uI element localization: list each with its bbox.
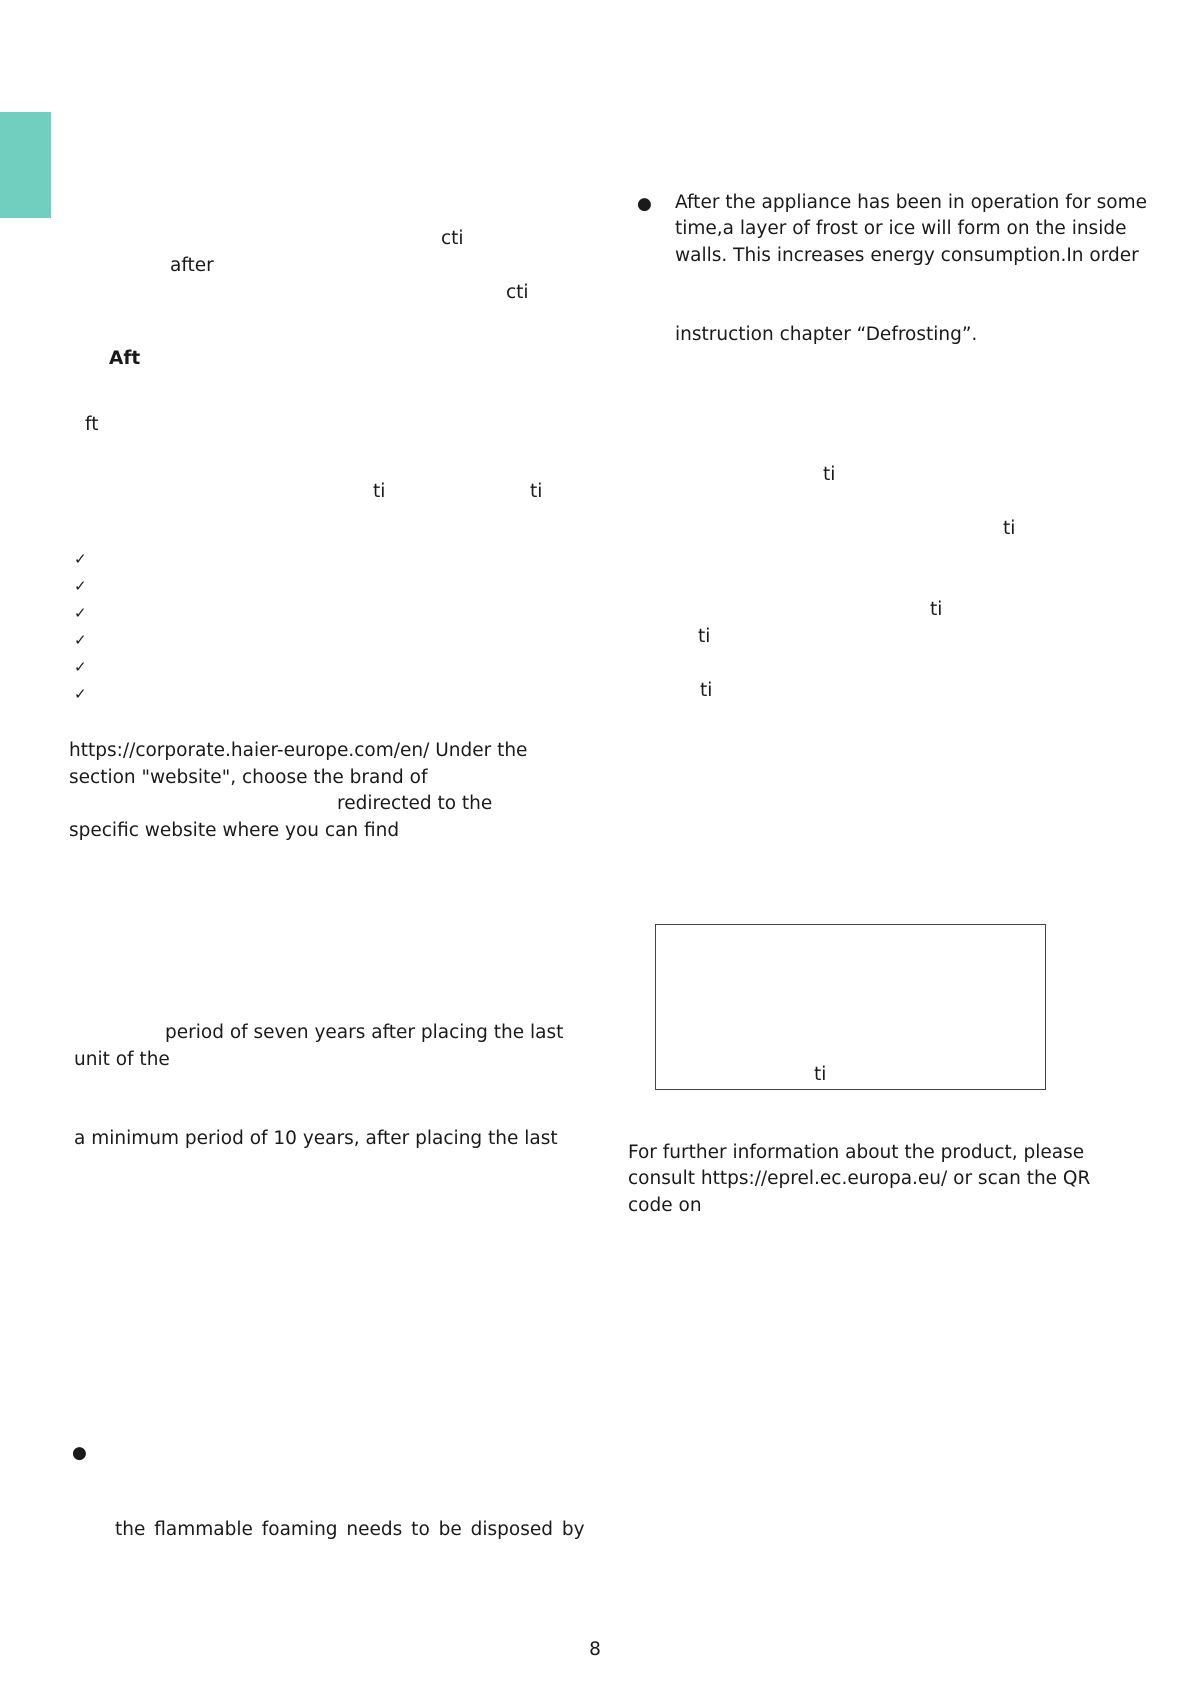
checkmark-icon: ✓ [74,631,87,649]
text-fragment: ti [823,464,836,485]
text-fragment: ti [373,481,386,502]
text-fragment: after [170,255,214,276]
website-paragraph-line: https://corporate.haier-europe.com/en/ Under the [69,740,528,761]
text-fragment: ti [1003,518,1016,539]
bullet-icon: ● [637,194,652,214]
eprel-paragraph-line: consult https://eprel.ec.europa.eu/ or scan the QR [628,1168,1091,1189]
text-fragment: ti [930,599,943,620]
defrost-paragraph-line: time,a layer of frost or ice will form on the inside [675,218,1127,239]
website-paragraph-line: section "website", choose the brand of [69,767,428,788]
checkmark-icon: ✓ [74,685,87,703]
website-paragraph-line: redirected to the [337,793,493,814]
checkmark-icon: ✓ [74,550,87,568]
text-fragment: ti [530,481,543,502]
energy-label-box [655,924,1046,1090]
defrost-paragraph-line: instruction chapter “Defrosting”. [675,324,978,345]
website-paragraph-line: specific website where you can find [69,820,400,841]
checkmark-icon: ✓ [74,604,87,622]
spare-parts-line: a minimum period of 10 years, after placing the last [74,1128,558,1149]
bullet-icon: ● [72,1443,87,1463]
eprel-paragraph-line: For further information about the product, please [628,1142,1085,1163]
section-tab-marker [0,112,51,218]
spare-parts-line: period of seven years after placing the last [165,1022,564,1043]
defrost-paragraph-line: After the appliance has been in operation for some [675,192,1147,213]
defrost-paragraph-line: walls. This increases energy consumption.In order [675,245,1139,266]
disposal-line: the flammable foaming needs to be disposed by [115,1519,585,1540]
text-fragment: ti [814,1064,827,1085]
text-fragment: ft [85,414,99,435]
text-fragment: ti [698,626,711,647]
page-number: 8 [589,1639,601,1660]
eprel-paragraph-line: code on [628,1195,702,1216]
spare-parts-line: unit of the [74,1049,170,1070]
text-fragment: ti [700,680,713,701]
checkmark-icon: ✓ [74,658,87,676]
text-fragment: cti [441,228,464,249]
checkmark-icon: ✓ [74,577,87,595]
text-fragment: cti [506,282,529,303]
section-heading-fragment: Aft [109,348,141,369]
